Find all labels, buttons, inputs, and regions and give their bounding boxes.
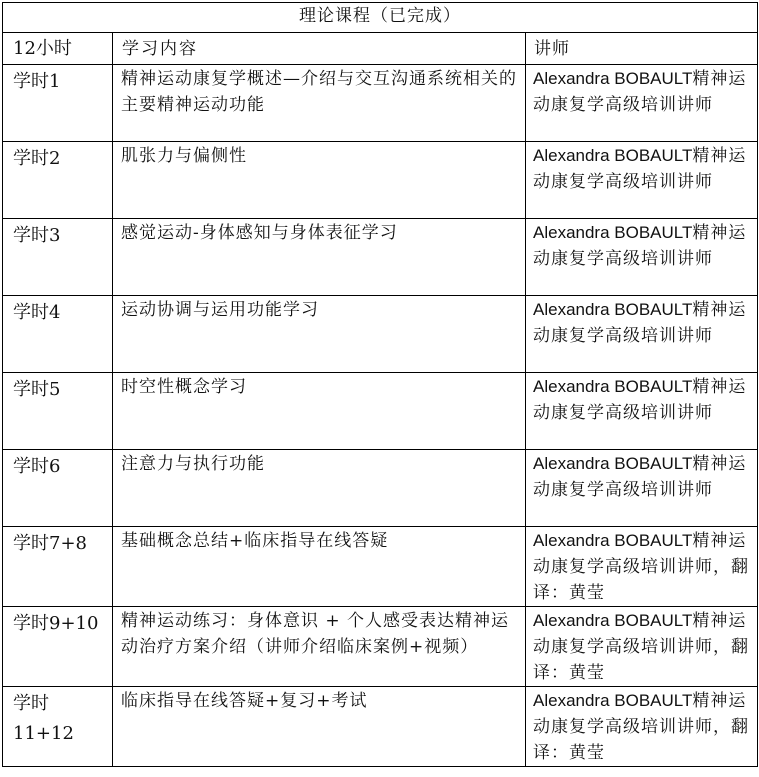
session-content-cell (113, 373, 526, 450)
lecturer-name: Alexandra BOBAULT (533, 531, 693, 550)
lecturer-name: Alexandra BOBAULT (533, 377, 693, 396)
session-hours-cell (3, 450, 113, 527)
lecturer-title: 精神运动康复学高级培训讲师 (533, 300, 747, 346)
lecturer-title: 精神运动康复学高级培训讲师，翻译：黄莹 (533, 531, 749, 603)
session-content-cell (113, 65, 526, 142)
lecturer-name: Alexandra BOBAULT (533, 454, 693, 473)
session-content: 注意力与执行功能 (121, 454, 265, 474)
session-hours: 学时1 (13, 71, 61, 92)
session-hours-cell (3, 373, 113, 450)
session-hours-cell (3, 687, 113, 767)
session-content-cell (113, 450, 526, 527)
header-row (3, 33, 758, 65)
session-hours-cell (3, 607, 113, 687)
lecturer-title: 精神运动康复学高级培训讲师 (533, 454, 747, 500)
session-content-cell (113, 142, 526, 219)
session-lecturer-cell (526, 527, 758, 607)
column-header-content (113, 33, 526, 65)
lecturer-title: 精神运动康复学高级培训讲师 (533, 223, 747, 269)
session-hours: 学时5 (13, 379, 61, 400)
title-row (3, 3, 758, 33)
table-row (3, 527, 758, 607)
session-content: 临床指导在线答疑+复习+考试 (121, 691, 368, 711)
session-lecturer-cell (526, 296, 758, 373)
course-table (2, 2, 758, 767)
table-row (3, 373, 758, 450)
column-header-lecturer (526, 33, 758, 65)
column-header-hours-label: 12小时 (13, 38, 72, 59)
session-hours: 学时4 (13, 302, 61, 323)
column-header-hours (3, 33, 113, 65)
session-hours: 学时9+10 (13, 613, 99, 634)
session-content-cell (113, 607, 526, 687)
lecturer-name: Alexandra BOBAULT (533, 223, 693, 242)
lecturer-name: Alexandra BOBAULT (533, 300, 693, 319)
table-row (3, 296, 758, 373)
session-hours-cell (3, 527, 113, 607)
session-hours: 学时7+8 (13, 533, 87, 554)
column-header-lecturer-label: 讲师 (534, 39, 570, 59)
session-lecturer-cell (526, 142, 758, 219)
session-content: 基础概念总结+临床指导在线答疑 (121, 531, 389, 551)
lecturer-title: 精神运动康复学高级培训讲师 (533, 146, 747, 192)
session-lecturer-cell (526, 450, 758, 527)
session-lecturer-cell (526, 65, 758, 142)
table-row (3, 65, 758, 142)
session-hours-cell (3, 142, 113, 219)
session-lecturer-cell (526, 607, 758, 687)
session-content-cell (113, 527, 526, 607)
session-hours-cell (3, 219, 113, 296)
lecturer-name: Alexandra BOBAULT (533, 611, 693, 630)
lecturer-name: Alexandra BOBAULT (533, 69, 693, 88)
table-title: 理论课程（已完成） (3, 3, 758, 33)
session-content-cell (113, 296, 526, 373)
session-content-cell (113, 687, 526, 767)
table-row (3, 142, 758, 219)
session-hours-cell (3, 296, 113, 373)
session-hours: 学时2 (13, 148, 61, 169)
session-content: 精神运动康复学概述—介绍与交互沟通系统相关的主要精神运动功能 (121, 69, 517, 115)
session-hours: 学时11+12 (13, 693, 74, 744)
lecturer-title: 精神运动康复学高级培训讲师 (533, 69, 747, 115)
session-content: 肌张力与偏侧性 (121, 146, 247, 166)
lecturer-name: Alexandra BOBAULT (533, 691, 693, 710)
table-row (3, 450, 758, 527)
session-lecturer-cell (526, 219, 758, 296)
session-content: 运动协调与运用功能学习 (121, 300, 319, 320)
session-hours: 学时6 (13, 456, 61, 477)
lecturer-title: 精神运动康复学高级培训讲师 (533, 377, 747, 423)
session-lecturer-cell (526, 373, 758, 450)
table-row (3, 607, 758, 687)
lecturer-title: 精神运动康复学高级培训讲师，翻译：黄莹 (533, 691, 749, 763)
session-content: 时空性概念学习 (121, 377, 247, 397)
session-content-cell (113, 219, 526, 296)
session-hours: 学时3 (13, 225, 61, 246)
session-content: 感觉运动-身体感知与身体表征学习 (121, 223, 398, 243)
session-content: 精神运动练习：身体意识 + 个人感受表达精神运动治疗方案介绍（讲师介绍临床案例+视频） (121, 611, 510, 657)
column-header-content-label: 学习内容 (122, 39, 198, 59)
lecturer-name: Alexandra BOBAULT (533, 146, 693, 165)
lecturer-title: 精神运动康复学高级培训讲师，翻译：黄莹 (533, 611, 749, 683)
session-hours-cell (3, 65, 113, 142)
session-lecturer-cell (526, 687, 758, 767)
table-row (3, 687, 758, 767)
table-row (3, 219, 758, 296)
